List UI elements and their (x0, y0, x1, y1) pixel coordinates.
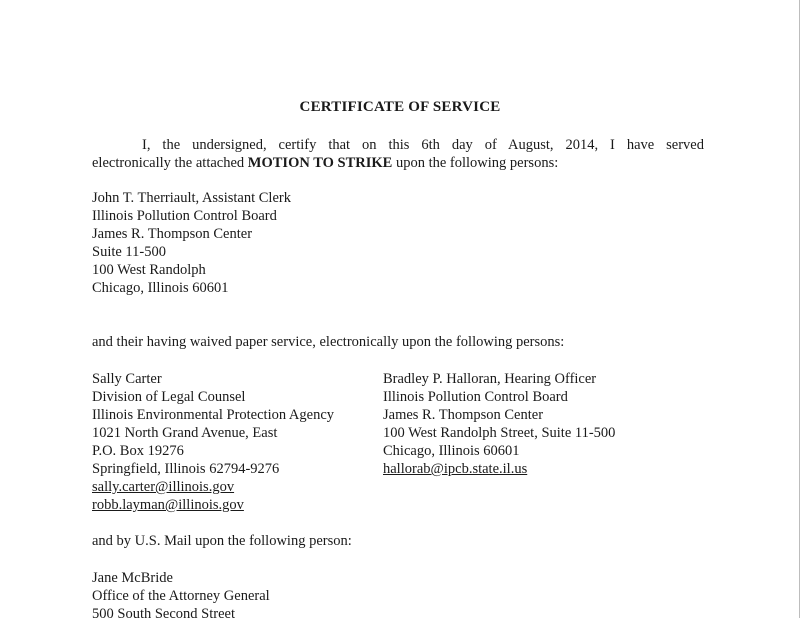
contact-line: Illinois Pollution Control Board (383, 389, 568, 405)
address-line: 500 South Second Street (92, 606, 235, 622)
contact-line: Sally Carter (92, 371, 162, 387)
email-link-sally-carter[interactable]: sally.carter@illinois.gov (92, 479, 235, 495)
address-line: 100 West Randolph (92, 262, 206, 278)
contact-line: Division of Legal Counsel (92, 389, 246, 405)
right-contact-block (383, 370, 615, 478)
waived-service-text: and their having waived paper service, electronically upon the following persons: (92, 334, 565, 350)
contact-line: Bradley P. Halloran, Hearing Officer (383, 371, 597, 387)
intro-paragraph (92, 136, 704, 172)
clerk-address-block (92, 189, 291, 297)
address-line: James R. Thompson Center (92, 226, 253, 242)
contact-line: 1021 North Grand Avenue, East (92, 425, 278, 441)
email-link-hallorab[interactable]: hallorab@ipcb.state.il.us (383, 461, 528, 477)
address-line: Suite 11-500 (92, 244, 166, 260)
address-line: Chicago, Illinois 60601 (92, 280, 229, 296)
contact-line: Illinois Environmental Protection Agency (92, 407, 335, 423)
contact-line: P.O. Box 19276 (92, 443, 184, 459)
contact-line: James R. Thompson Center (383, 407, 544, 423)
address-line: Illinois Pollution Control Board (92, 208, 277, 224)
motion-title: MOTION TO STRIKE (247, 155, 393, 171)
contact-line: Springfield, Illinois 62794-9276 (92, 461, 280, 477)
contact-line: 100 West Randolph Street, Suite 11-500 (383, 425, 616, 441)
email-link-robb-layman[interactable]: robb.layman@illinois.gov (92, 497, 244, 513)
left-contact-block (92, 370, 334, 514)
intro-line-2-suffix: upon the following persons: (392, 155, 559, 171)
intro-line-1: I, the undersigned, certify that on this 6th day of August, 2014, I have served (142, 137, 704, 153)
document-title: CERTIFICATE OF SERVICE (299, 99, 501, 115)
address-line: Office of the Attorney General (92, 588, 270, 604)
us-mail-text: and by U.S. Mail upon the following person: (92, 533, 352, 549)
address-line: John T. Therriault, Assistant Clerk (92, 190, 291, 206)
address-line: Jane McBride (92, 570, 173, 586)
contact-line: Chicago, Illinois 60601 (383, 443, 520, 459)
attorney-general-address-block (92, 569, 270, 623)
intro-line-2-prefix: electronically the attached (92, 155, 248, 171)
